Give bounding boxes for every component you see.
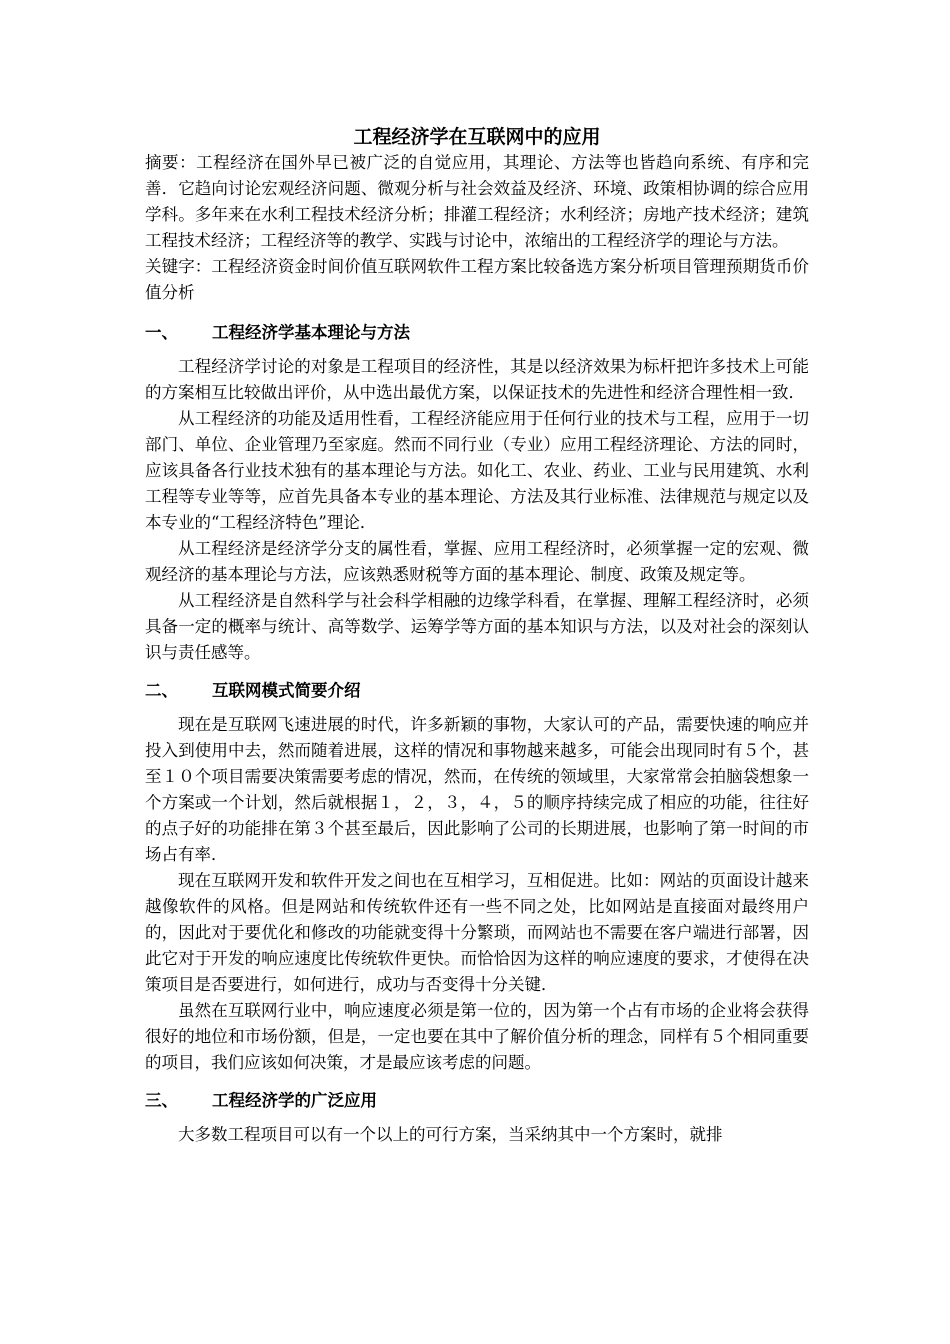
section-title: 工程经济学基本理论与方法 (212, 323, 410, 342)
paragraph: 工程经济学讨论的对象是工程项目的经济性，其是以经济效果为标杆把许多技术上可能的方案相互比较做出评价，从中选出最优方案，以保证技术的先进性和经济合理性相一致． (145, 357, 809, 402)
section-title: 工程经济学的广泛应用 (212, 1091, 377, 1110)
keywords: 关键字：工程经济资金时间价值互联网软件工程方案比较备选方案分析项目管理预期货币价值分析 (145, 257, 809, 302)
section-number: 一、 (145, 323, 178, 342)
section-number: 三、 (145, 1091, 178, 1110)
paragraph: 现在互联网开发和软件开发之间也在互相学习，互相促进。比如：网站的页面设计越来越像软件的风格。但是网站和传统软件还有一些不同之处，比如网站是直接面对最终用户的，因此对于要优化和修改的功能就变得十分繁琐，而网站也不需要在客户端进行部署，因此它对于开发的响应速度比传统软件更快。而恰恰因为这样的响应速度的要求，才使得在决策项目是否要进行，如何进行，成功与否变得十分关键． (145, 871, 809, 994)
paragraph: 从工程经济的功能及适用性看，工程经济能应用于任何行业的技术与工程，应用于一切部门、单位、企业管理乃至家庭。然而不同行业（专业）应用工程经济理论、方法的同时，应该具备各行业技术独有的基本理论与方法。如化工、农业、药业、工业与民用建筑、水利工程等专业等等，应首先具备本专业的基本理论、方法及其行业标准、法律规范与规定以及本专业的“工程经济特色”理论． (145, 409, 809, 532)
document-page (145, 124, 809, 1148)
paragraph: 大多数工程项目可以有一个以上的可行方案，当采纳其中一个方案时，就排 (178, 1125, 723, 1144)
section-number: 二、 (145, 681, 178, 700)
paragraph: 从工程经济是自然科学与社会科学相融的边缘学科看，在掌握、理解工程经济时，必须具备一定的概率与统计、高等数学、运筹学等方面的基本知识与方法，以及对社会的深刻认识与责任感等。 (145, 591, 809, 662)
section-heading-3 (145, 1088, 809, 1114)
document-title: 工程经济学在互联网中的应用 (353, 126, 601, 148)
section-heading-2 (145, 678, 809, 704)
paragraph: 从工程经济是经济学分支的属性看，掌握、应用工程经济时，必须掌握一定的宏观、微观经济的基本理论与方法，应该熟悉财税等方面的基本理论、制度、政策及规定等。 (145, 539, 809, 584)
abstract: 摘要：工程经济在国外早已被广泛的自觉应用，其理论、方法等也皆趋向系统、有序和完善．它趋向讨论宏观经济问题、微观分析与社会效益及经济、环境、政策相协调的综合应用学科。多年来在水利工程技术经济分析；排灌工程经济；水利经济；房地产技术经济；建筑工程技术经济；工程经济等的教学、实践与讨论中，浓缩出的工程经济学的理论与方法。 (145, 153, 809, 250)
paragraph: 现在是互联网飞速进展的时代，许多新颖的事物，大家认可的产品，需要快速的响应并投入到使用中去，然而随着进展，这样的情况和事物越来越多，可能会出现同时有５个，甚至１０个项目需要决策需要考虑的情况，然而，在传统的领域里，大家常常会拍脑袋想象一个方案或一个计划，然后就根据１，２，３，４，５的顺序持续完成了相应的功能，往往好的点子好的功能排在第３个甚至最后，因此影响了公司的长期进展，也影响了第一时间的市场占有率． (145, 715, 809, 864)
section-title: 互联网模式简要介绍 (212, 681, 361, 700)
paragraph: 虽然在互联网行业中，响应速度必须是第一位的，因为第一个占有市场的企业将会获得很好的地位和市场份额，但是，一定也要在其中了解价值分析的理念，同样有５个相同重要的项目，我们应该如何决策，才是最应该考虑的问题。 (145, 1001, 809, 1072)
section-heading-1 (145, 320, 809, 346)
